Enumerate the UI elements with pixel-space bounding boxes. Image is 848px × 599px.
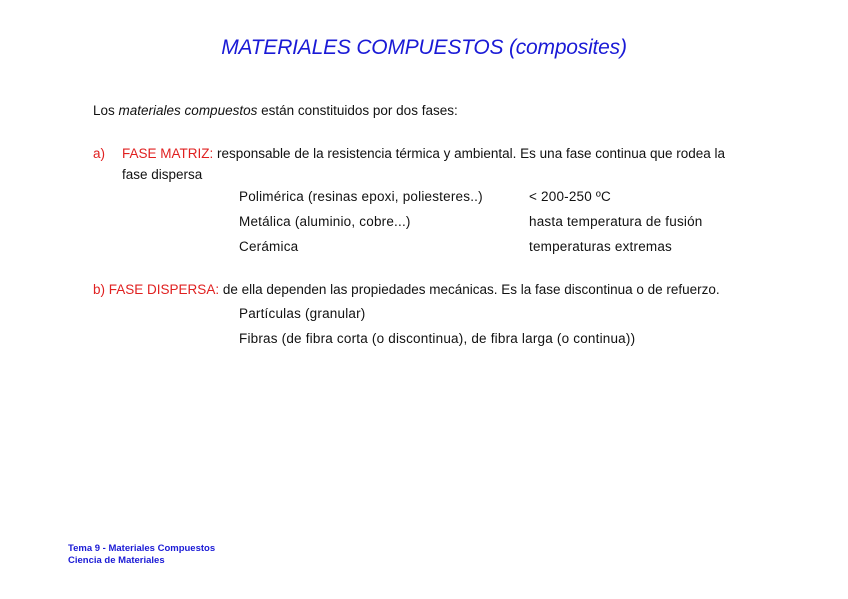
section-b-paragraph (93, 279, 813, 300)
matrix-item-ceramic-property: temperaturas extremas (529, 239, 673, 254)
matrix-item-metallic: Metálica (aluminio, cobre...) (239, 214, 411, 229)
intro-prefix: Los (93, 103, 119, 118)
matrix-item-ceramic: Cerámica (239, 239, 299, 254)
footer-course: Ciencia de Materiales (68, 555, 165, 566)
footer-topic: Tema 9 - Materiales Compuestos (68, 543, 216, 554)
section-a-text-line1: responsable de la resistencia térmica y ambiental. Es una fase continua que rodea la (213, 146, 726, 161)
section-a-heading: FASE MATRIZ: (122, 146, 214, 161)
page-title: MATERIALES COMPUESTOS (composites) (221, 36, 627, 59)
matrix-item-polymeric-property: < 200-250 ºC (529, 189, 612, 204)
matrix-item-polymeric: Polimérica (resinas epoxi, poliesteres..) (239, 189, 483, 204)
section-a-text-line2: fase dispersa (122, 167, 203, 182)
dispersed-item-fibers: Fibras (de fibra corta (o discontinua), de fibra larga (o continua)) (239, 331, 636, 346)
intro-italic: materiales compuestos (118, 103, 258, 118)
section-b-marker: b) (93, 282, 106, 297)
dispersed-item-particles: Partículas (granular) (239, 306, 366, 321)
intro-paragraph (93, 103, 458, 118)
section-b-heading: FASE DISPERSA: (108, 282, 220, 297)
section-a-paragraph (93, 143, 783, 185)
matrix-item-metallic-property: hasta temperatura de fusión (529, 214, 703, 229)
intro-suffix: están constituidos por dos fases: (257, 103, 458, 118)
section-a-marker: a) (93, 146, 106, 161)
section-b-text: de ella dependen las propiedades mecánicas. Es la fase discontinua o de refuerzo. (219, 282, 720, 297)
